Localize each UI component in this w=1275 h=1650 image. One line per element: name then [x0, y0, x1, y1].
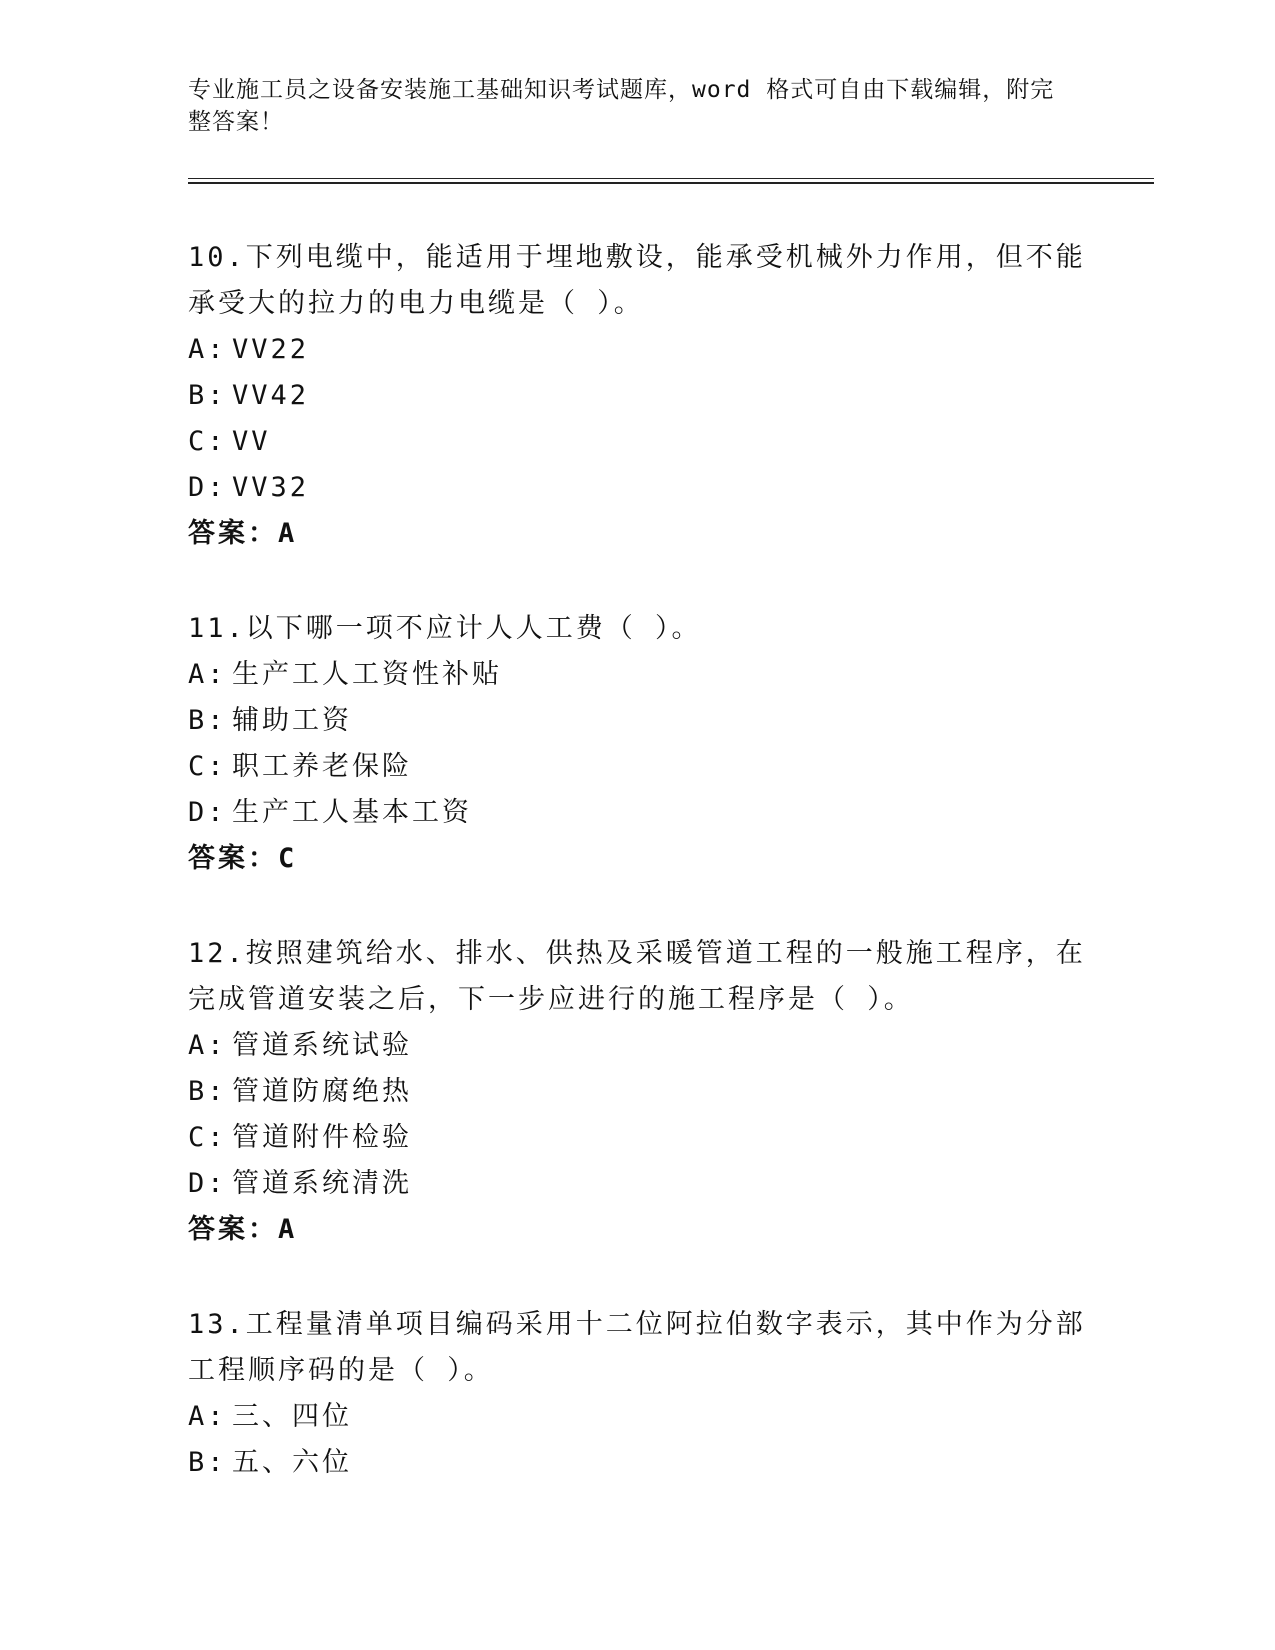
option-c: [188, 1115, 1088, 1161]
option-b: [188, 698, 1088, 744]
option-text: 管道防腐绝热: [232, 1076, 412, 1107]
option-letter: A:: [188, 1401, 227, 1432]
question-text: 工程量清单项目编码采用十二位阿拉伯数字表示，其中作为分部工程顺序码的是（ ）。: [188, 1309, 1086, 1386]
option-b: [188, 1069, 1088, 1115]
header-divider-thick: [188, 182, 1154, 184]
option-d: [188, 1161, 1088, 1207]
option-text: 职工养老保险: [232, 751, 412, 782]
option-letter: C:: [188, 1122, 227, 1153]
question-13: [188, 1302, 1088, 1486]
question-number: 11.: [188, 613, 246, 644]
option-a: [188, 327, 1088, 373]
option-text: VV22: [232, 334, 310, 365]
option-letter: A:: [188, 334, 227, 365]
option-text: 五、六位: [232, 1447, 352, 1478]
question-11: [188, 606, 1088, 882]
option-letter: D:: [188, 1168, 227, 1199]
question-title: [188, 931, 1088, 1023]
question-title: [188, 235, 1088, 327]
option-letter: C:: [188, 426, 227, 457]
question-text: 下列电缆中，能适用于埋地敷设，能承受机械外力作用，但不能承受大的拉力的电力电缆是（ ）。: [188, 242, 1086, 319]
option-letter: D:: [188, 472, 227, 503]
option-text: 生产工人工资性补贴: [232, 659, 502, 690]
question-title: [188, 1302, 1088, 1394]
option-c: [188, 419, 1088, 465]
option-letter: A:: [188, 1030, 227, 1061]
answer-label: 答案：A: [188, 518, 298, 549]
header-divider-thin: [188, 178, 1154, 179]
option-letter: A:: [188, 659, 227, 690]
option-d: [188, 465, 1088, 511]
document-header: 专业施工员之设备安装施工基础知识考试题库，word 格式可自由下载编辑，附完整答案！: [188, 77, 1055, 135]
option-letter: B:: [188, 705, 227, 736]
question-number: 12.: [188, 938, 246, 969]
option-text: VV: [232, 426, 271, 457]
option-b: [188, 373, 1088, 419]
option-text: 管道系统清洗: [232, 1168, 412, 1199]
option-a: [188, 1394, 1088, 1440]
option-letter: B:: [188, 1447, 227, 1478]
question-list: [188, 235, 1088, 1535]
option-b: [188, 1440, 1088, 1486]
answer-label: 答案：A: [188, 1214, 298, 1245]
option-text: 三、四位: [232, 1401, 352, 1432]
option-d: [188, 790, 1088, 836]
option-text: VV42: [232, 380, 310, 411]
option-letter: B:: [188, 380, 227, 411]
question-number: 10.: [188, 242, 246, 273]
option-letter: D:: [188, 797, 227, 828]
option-text: 辅助工资: [232, 705, 352, 736]
question-10: [188, 235, 1088, 557]
question-12: [188, 931, 1088, 1253]
option-c: [188, 744, 1088, 790]
option-letter: C:: [188, 751, 227, 782]
option-text: VV32: [232, 472, 310, 503]
option-a: [188, 1023, 1088, 1069]
question-title: [188, 606, 1088, 652]
option-a: [188, 652, 1088, 698]
question-number: 13.: [188, 1309, 246, 1340]
option-text: 管道系统试验: [232, 1030, 412, 1061]
option-text: 生产工人基本工资: [232, 797, 472, 828]
option-letter: B:: [188, 1076, 227, 1107]
question-text: 按照建筑给水、排水、供热及采暖管道工程的一般施工程序，在完成管道安装之后，下一步应进行的施工程序是（ ）。: [188, 938, 1086, 1015]
question-text: 以下哪一项不应计人人工费（ ）。: [245, 613, 702, 644]
option-text: 管道附件检验: [232, 1122, 412, 1153]
answer-label: 答案：C: [188, 843, 298, 874]
